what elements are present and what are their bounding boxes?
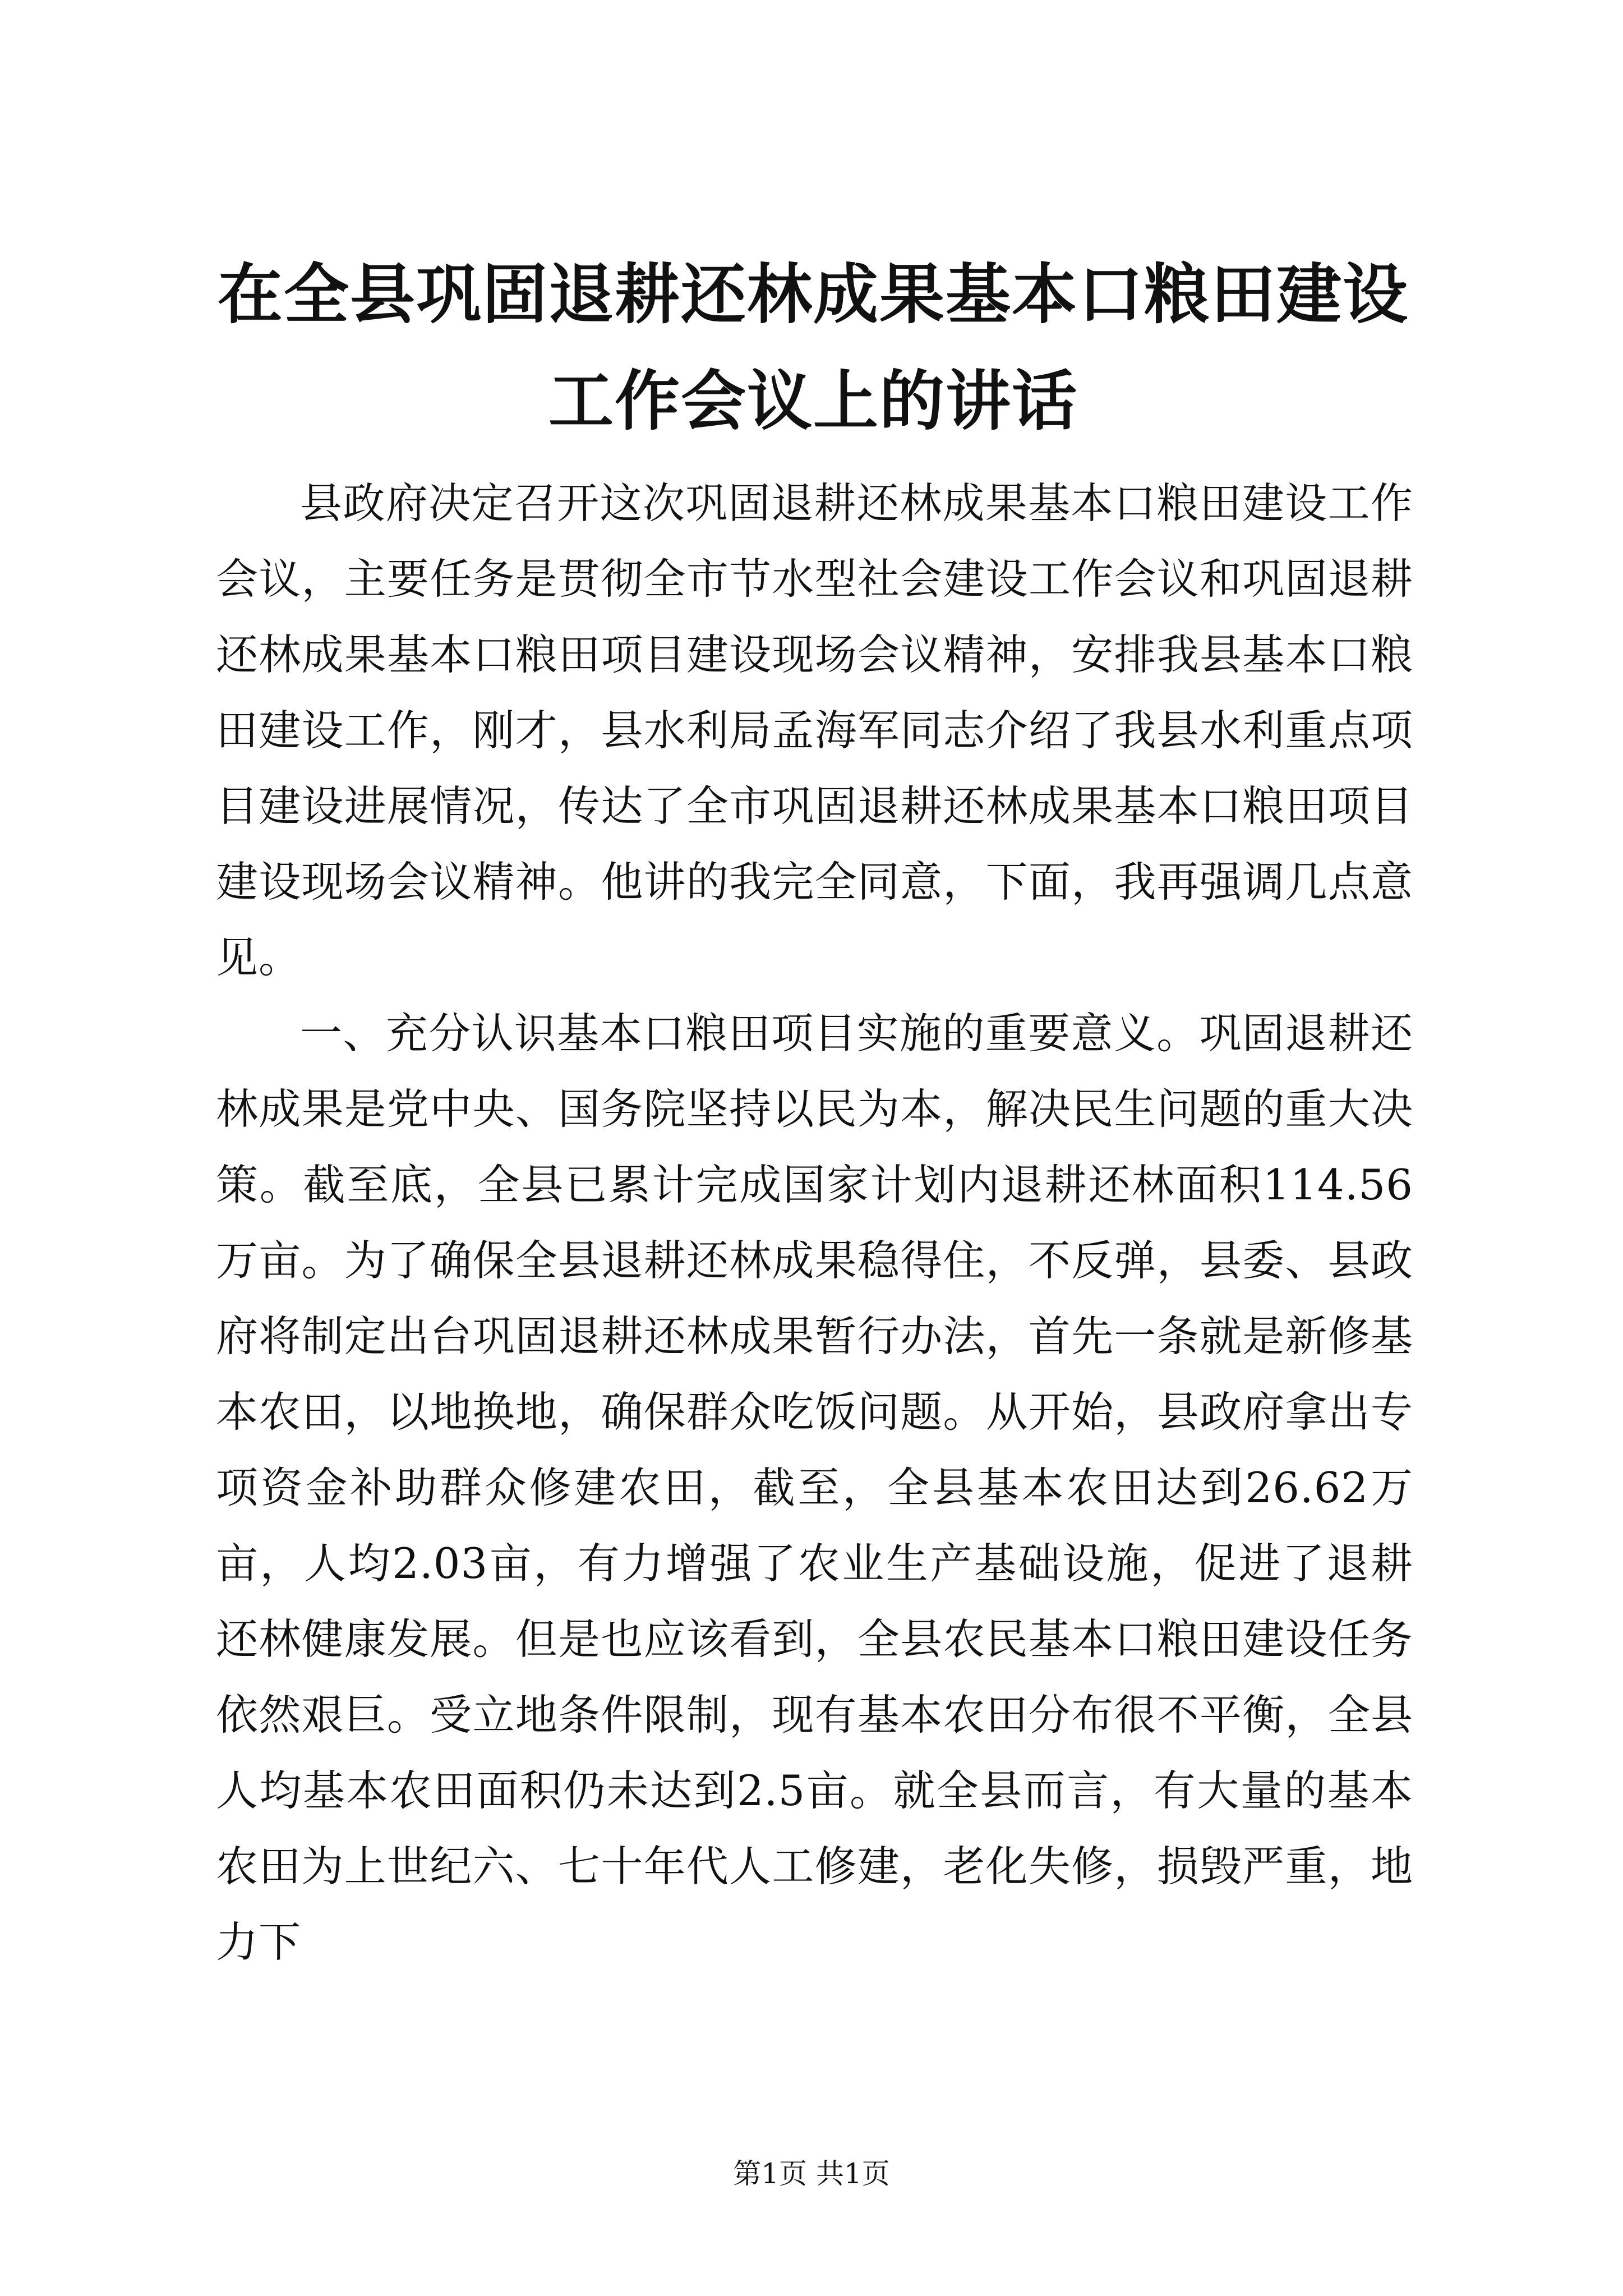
page-footer: 第1页 共1页 — [733, 2157, 890, 2190]
paragraph-section-one: 一、充分认识基本口粮田项目实施的重要意义。巩固退耕还林成果是党中央、国务院坚持以民为本，解决民生问题的重大决策。截至底，全县已累计完成国家计划内退耕还林面积114.56万亩。为了确保全县退耕还林成果稳得住，不反弹，县委、县政府将制定出台巩固退耕还林成果暂行办法，首先一条就是新修基本农田，以地换地，确保群众吃饭问题。从开始，县政府拿出专项资金补助群众修建农田，截至，全县基本农田达到26.62万亩，人均2.03亩，有力增强了农业生产基础设施，促进了退耕还林健康发展。但是也应该看到，全县农民基本口粮田建设任务依然艰巨。受立地条件限制，现有基本农田分布很不平衡，全县人均基本农田面积仍未达到2.5亩。就全县而言，有大量的基本农田为上世纪六、七十年代人工修建，老化失修，损毁严重，地力下 — [216, 1009, 1413, 1967]
document-body — [216, 466, 1413, 1980]
paragraph-intro: 县政府决定召开这次巩固退耕还林成果基本口粮田建设工作会议，主要任务是贯彻全市节水型社会建设工作会议和巩固退耕还林成果基本口粮田项目建设现场会议精神，安排我县基本口粮田建设工作，刚才，县水利局孟海军同志介绍了我县水利重点项目建设进展情况，传达了全市巩固退耕还林成果基本口粮田项目建设现场会议精神。他讲的我完全同意，下面，我再强调几点意见。 — [216, 478, 1413, 982]
document-title: 在全县巩固退耕还林成果基本口粮田建设工作会议上的讲话 — [218, 256, 1409, 439]
